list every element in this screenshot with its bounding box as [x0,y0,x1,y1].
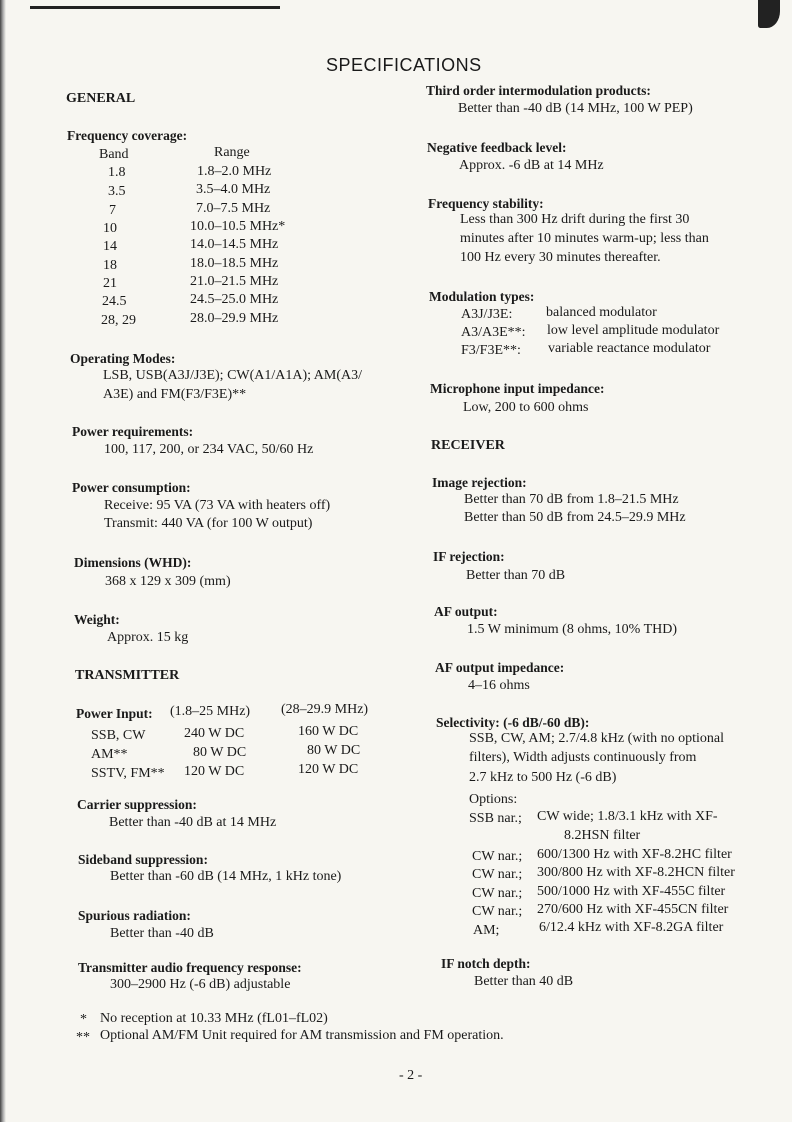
tx-audio-value: 300–2900 Hz (-6 dB) adjustable [110,977,291,992]
option-value: 6/12.4 kHz with XF-8.2GA filter [539,920,724,935]
power-b-cell: 120 W DC [298,762,359,777]
image-label: Image rejection: [432,475,527,490]
operating-modes-line: LSB, USB(A3J/J3E); CW(A1/A1A); AM(A3/ [103,368,363,383]
power-mode-cell: AM** [91,747,128,762]
range-cell: 18.0–18.5 MHz [190,256,279,271]
band-cell: 21 [103,276,117,291]
spurious-value: Better than -40 dB [110,926,214,941]
band-cell: 24.5 [102,294,127,309]
if-rejection-label: IF rejection: [433,549,505,564]
range-cell: 1.8–2.0 MHz [197,164,272,179]
dimensions-value: 368 x 129 x 309 (mm) [105,574,231,589]
options-label: Options: [469,792,518,807]
nfb-value: Approx. -6 dB at 14 MHz [459,158,604,173]
power-input-label: Power Input: [76,706,153,721]
notch-value: Better than 40 dB [474,974,574,989]
section-transmitter: TRANSMITTER [75,668,180,683]
mod-value: low level amplitude modulator [547,323,720,338]
option-key: AM; [473,923,500,938]
stability-label: Frequency stability: [428,196,544,211]
selectivity-line: filters), Width adjusts continuously from [469,750,697,765]
footnote-text: Optional AM/FM Unit required for AM transmission and FM operation. [100,1028,504,1043]
option-key: SSB nar.; [469,811,522,826]
range-cell: 21.0–21.5 MHz [190,274,279,289]
sideband-label: Sideband suppression: [78,852,208,867]
band-cell: 14 [103,239,117,254]
option-value: 500/1000 Hz with XF-455C filter [537,884,726,899]
mod-value: variable reactance modulator [548,341,711,356]
band-cell: 18 [103,258,117,273]
if-rejection-value: Better than 70 dB [466,568,566,583]
option-key: CW nar.; [472,904,523,919]
freq-coverage-label: Frequency coverage: [67,128,188,143]
option-value: 600/1300 Hz with XF-8.2HC filter [537,847,732,862]
page-title: SPECIFICATIONS [326,55,482,75]
page-number: - 2 - [399,1068,423,1083]
range-cell: 28.0–29.9 MHz [190,311,279,326]
scan-mark [30,6,280,9]
mod-key: F3/F3E**: [461,343,521,358]
operating-modes-label: Operating Modes: [70,351,176,366]
spurious-label: Spurious radiation: [78,908,191,923]
range-cell: 10.0–10.5 MHz* [190,219,286,234]
section-general: GENERAL [66,91,136,106]
power-mode-cell: SSTV, FM** [91,766,165,781]
power-cons-line: Receive: 95 VA (73 VA with heaters off) [104,498,331,513]
range-cell: 3.5–4.0 MHz [196,182,271,197]
selectivity-line: SSB, CW, AM; 2.7/4.8 kHz (with no optional [469,731,725,746]
selectivity-line: 2.7 kHz to 500 Hz (-6 dB) [469,770,617,785]
power-b-cell: 160 W DC [298,724,359,739]
power-cons-label: Power consumption: [72,480,191,495]
range-header: Range [214,145,250,160]
option-key: CW nar.; [472,849,523,864]
operating-modes-line: A3E) and FM(F3/F3E)** [103,387,247,402]
stability-line: 100 Hz every 30 minutes thereafter. [460,250,661,265]
mod-value: balanced modulator [546,305,657,320]
selectivity-label: Selectivity: (-6 dB/-60 dB): [436,715,590,730]
image-line: Better than 70 dB from 1.8–21.5 MHz [464,492,679,507]
band-cell: 28, 29 [101,313,136,328]
af-impedance-label: AF output impedance: [435,660,565,675]
option-value: 300/800 Hz with XF-8.2HCN filter [537,865,735,880]
carrier-label: Carrier suppression: [77,797,197,812]
scan-edge [0,0,6,1122]
power-b-cell: 80 W DC [307,743,361,758]
range-cell: 7.0–7.5 MHz [196,201,271,216]
power-req-value: 100, 117, 200, or 234 VAC, 50/60 Hz [104,442,314,457]
power-req-label: Power requirements: [72,424,194,439]
mod-key: A3/A3E**: [461,325,526,340]
band-cell: 3.5 [108,184,126,199]
band-cell: 7 [109,203,116,218]
section-receiver: RECEIVER [431,438,505,453]
weight-label: Weight: [74,612,120,627]
mod-key: A3J/J3E: [461,307,513,322]
option-value: CW wide; 1.8/3.1 kHz with XF- [537,809,718,824]
stability-line: Less than 300 Hz drift during the first 30 [460,212,690,227]
band-cell: 10 [103,221,117,236]
weight-value: Approx. 15 kg [107,630,189,645]
power-mode-cell: SSB, CW [91,728,146,743]
mic-value: Low, 200 to 600 ohms [463,400,589,415]
power-input-col1: (1.8–25 MHz) [170,704,251,719]
nfb-label: Negative feedback level: [427,140,567,155]
power-a-cell: 240 W DC [184,726,245,741]
scan-corner [758,0,780,28]
stability-line: minutes after 10 minutes warm-up; less than [460,231,709,246]
option-value: 270/600 Hz with XF-455CN filter [537,902,729,917]
mic-label: Microphone input impedance: [430,381,605,396]
range-cell: 14.0–14.5 MHz [190,237,279,252]
power-a-cell: 120 W DC [184,764,245,779]
option-key: CW nar.; [472,886,523,901]
option-value: 8.2HSN filter [564,828,641,843]
carrier-value: Better than -40 dB at 14 MHz [109,815,277,830]
power-a-cell: 80 W DC [193,745,247,760]
af-impedance-value: 4–16 ohms [468,678,530,693]
af-output-value: 1.5 W minimum (8 ohms, 10% THD) [467,622,677,637]
imd-label: Third order intermodulation products: [426,83,651,98]
footnote-mark: * [80,1012,87,1027]
footnote-mark: ** [76,1030,90,1045]
band-header: Band [99,147,129,162]
power-cons-line: Transmit: 440 VA (for 100 W output) [104,516,313,531]
sideband-value: Better than -60 dB (14 MHz, 1 kHz tone) [110,869,342,884]
modulation-label: Modulation types: [429,289,535,304]
image-line: Better than 50 dB from 24.5–29.9 MHz [464,510,686,525]
footnote-text: No reception at 10.33 MHz (fL01–fL02) [100,1011,328,1026]
imd-value: Better than -40 dB (14 MHz, 100 W PEP) [458,101,693,116]
band-cell: 1.8 [108,165,126,180]
tx-audio-label: Transmitter audio frequency response: [78,960,302,975]
notch-label: IF notch depth: [441,956,531,971]
dimensions-label: Dimensions (WHD): [74,555,192,570]
range-cell: 24.5–25.0 MHz [190,292,279,307]
power-input-col2: (28–29.9 MHz) [281,702,369,717]
option-key: CW nar.; [472,867,523,882]
af-output-label: AF output: [434,604,498,619]
